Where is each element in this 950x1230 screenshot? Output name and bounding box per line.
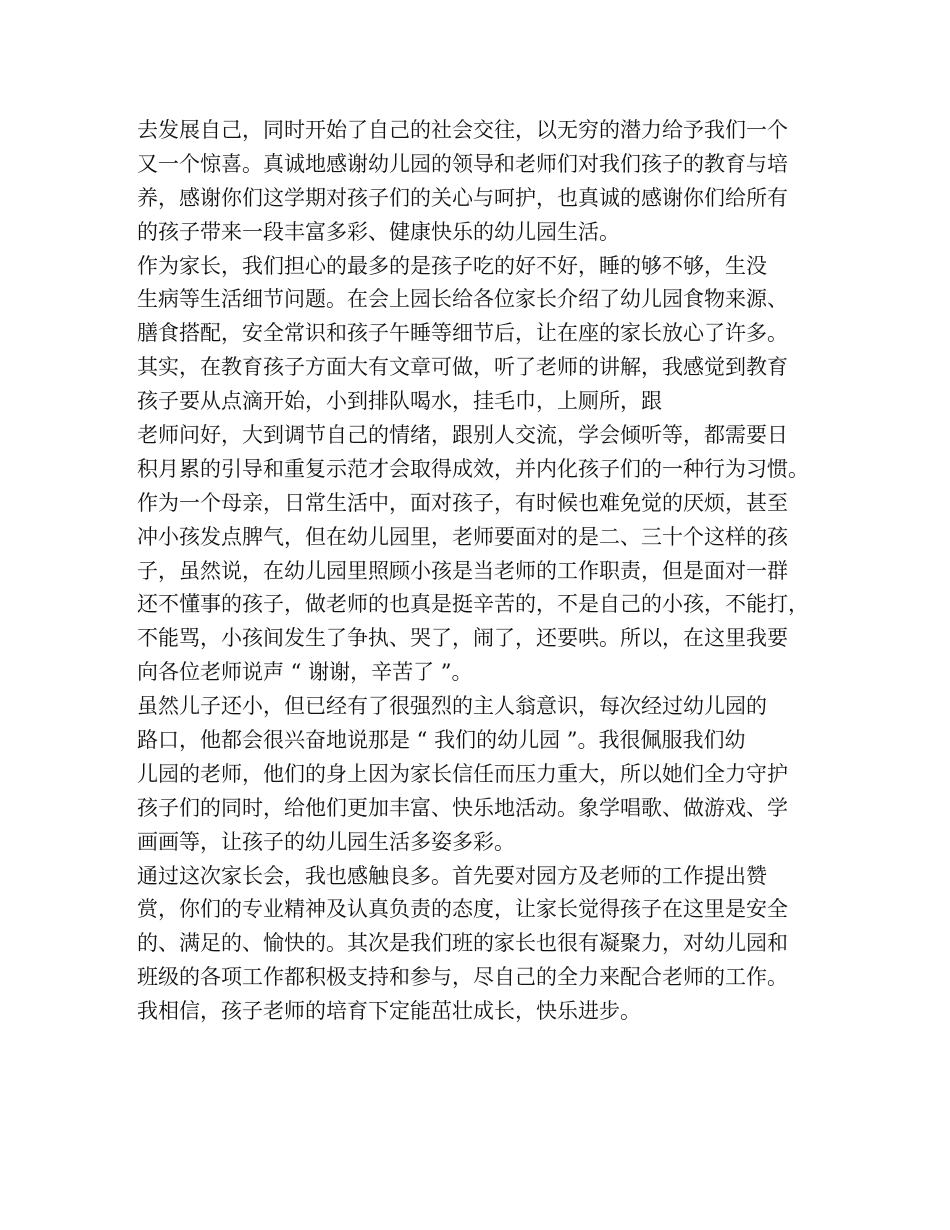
text-line: 班级的各项工作都积极支持和参与，尽自己的全力来配合老师的工作。 — [137, 965, 788, 990]
text-line: 老师问好，大到调节自己的情绪，跟别人交流，学会倾听等，都需要日 — [137, 423, 788, 448]
text-line: 去发展自己，同时开始了自己的社会交往，以无穷的潜力给予我们一个 — [137, 118, 788, 142]
body-text — [137, 114, 837, 1029]
text-line: 作为家长，我们担心的最多的是孩子吃的好不好，睡的够不够，生没 — [137, 253, 767, 278]
text-line: 向各位老师说声 “ 谢谢，辛苦了 ”。 — [137, 660, 473, 685]
text-line: 赏，你们的专业精神及认真负责的态度，让家长觉得孩子在这里是安全 — [137, 897, 788, 922]
text-line: 通过这次家长会，我也感触良多。首先要对园方及老师的工作提出赞 — [137, 863, 767, 888]
text-line: 作为一个母亲，日常生活中，面对孩子，有时候也难免觉的厌烦，甚至 — [137, 490, 788, 515]
text-line: 画画等，让孩子的幼儿园生活多姿多彩。 — [137, 829, 515, 854]
text-line: 积月累的引导和重复示范才会取得成效，并内化孩子们的一种行为习惯。 — [137, 456, 809, 481]
text-line: 还不懂事的孩子，做老师的也真是挺辛苦的，不是自己的小孩，不能打， — [137, 592, 809, 617]
text-line: 养，感谢你们这学期对孩子们的关心与呵护，也真诚的感谢你们给所有 — [137, 185, 788, 210]
text-line: 冲小孩发点脾气，但在幼儿园里，老师要面对的是二、三十个这样的孩 — [137, 524, 788, 549]
text-line: 孩子们的同时，给他们更加丰富、快乐地活动。象学唱歌、做游戏、学 — [137, 795, 788, 820]
text-line: 路口，他都会很兴奋地说那是 “ 我们的幼儿园 ”。我很佩服我们幼 — [137, 728, 746, 753]
text-line: 生病等生活细节问题。在会上园长给各位家长介绍了幼儿园食物来源、 — [137, 287, 788, 312]
text-line: 又一个惊喜。真诚地感谢幼儿园的领导和老师们对我们孩子的教育与培 — [137, 151, 788, 176]
text-line: 膳食搭配，安全常识和孩子午睡等细节后，让在座的家长放心了许多。 — [137, 321, 788, 346]
text-line: 子，虽然说，在幼儿园里照顾小孩是当老师的工作职责，但是面对一群 — [137, 558, 788, 583]
text-line: 不能骂，小孩间发生了争执、哭了，闹了，还要哄。所以，在这里我要 — [137, 626, 788, 651]
text-line: 儿园的老师，他们的身上因为家长信任而压力重大，所以她们全力守护 — [137, 761, 788, 786]
text-line: 其实，在教育孩子方面大有文章可做，听了老师的讲解，我感觉到教育 — [137, 355, 788, 380]
text-line: 我相信，孩子老师的培育下定能茁壮成长，快乐进步。 — [137, 999, 641, 1024]
text-line: 的孩子带来一段丰富多彩、健康快乐的幼儿园生活。 — [137, 219, 620, 244]
text-line: 孩子要从点滴开始，小到排队喝水，挂毛巾，上厕所，跟 — [137, 389, 662, 414]
text-line: 虽然儿子还小，但已经有了很强烈的主人翁意识，每次经过幼儿园的 — [137, 694, 767, 719]
text-line: 的、满足的、愉快的。其次是我们班的家长也很有凝聚力，对幼儿园和 — [137, 931, 788, 956]
